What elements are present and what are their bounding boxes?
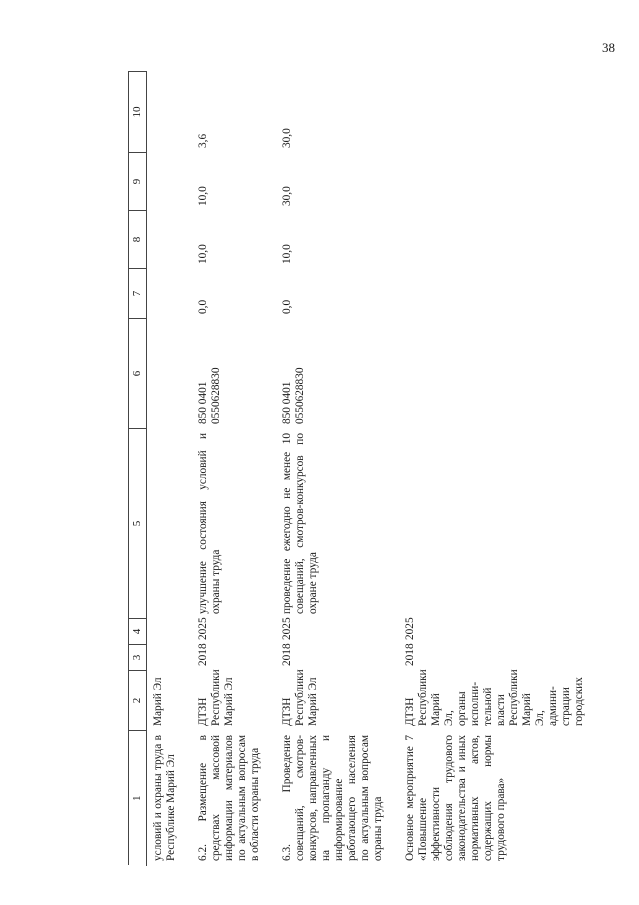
value-col-8: 10,0 [197, 244, 209, 264]
header-cell: 2 [129, 671, 147, 731]
table-row [147, 72, 193, 866]
program-table [128, 71, 600, 866]
expected-result [399, 429, 600, 619]
header-cell: 3 [129, 645, 147, 671]
budget-code: 850 0401 0550628830 [281, 367, 306, 424]
end-year: 2025 [197, 617, 209, 640]
value-col-9: 30,0 [281, 186, 293, 206]
start-year: 2018 [197, 643, 209, 666]
header-cell: 10 [129, 72, 147, 153]
measure-name: условий и охраны труда в Республике Марий Эл [152, 735, 177, 861]
expected-result: проведение ежегодно не менее 10 совещаний, смотров-конкурсов по охране труда [281, 433, 319, 614]
value-col-8 [399, 211, 600, 269]
end-year [147, 619, 193, 645]
header-cell: 9 [129, 153, 147, 211]
header-cell: 5 [129, 429, 147, 619]
value-col-10: 3,6 [197, 133, 209, 148]
value-col-7 [399, 269, 600, 319]
page-number: 38 [602, 40, 615, 55]
header-row [129, 72, 147, 866]
header-cell: 7 [129, 269, 147, 319]
executor: ДТЗН Республики Марий Эл [197, 669, 235, 726]
header-cell: 8 [129, 211, 147, 269]
expected-result: улучшение состояния условий и охраны труда [197, 433, 222, 614]
table-row [399, 72, 600, 866]
measure-name: 6.2. Размещение в средствах массовой информации материалов по актуальным вопросам в области охраны труда [197, 735, 261, 861]
table-row [276, 72, 399, 866]
budget-code [147, 319, 193, 429]
value-col-9 [399, 153, 600, 211]
value-col-9 [147, 153, 193, 211]
executor: Марий Эл [152, 677, 164, 726]
header-cell: 4 [129, 619, 147, 645]
start-year [147, 645, 193, 671]
value-col-10 [147, 72, 193, 153]
value-col-7: 0,0 [281, 299, 293, 314]
start-year: 2018 [404, 643, 416, 666]
value-col-8: 10,0 [281, 244, 293, 264]
value-col-8 [147, 211, 193, 269]
executor: ДТЗН Республики Марий Эл [281, 669, 319, 726]
budget-code: 850 0401 0550628830 [197, 367, 222, 424]
value-col-7 [147, 269, 193, 319]
executor: ДТЗН Республики Марий Эл, органы исполни-тельной власти Республики Марий Эл, админи-страции городских [404, 669, 585, 726]
header-cell: 6 [129, 319, 147, 429]
value-col-10 [399, 72, 600, 153]
value-col-10: 30,0 [281, 128, 293, 148]
value-col-9: 10,0 [197, 186, 209, 206]
budget-code [399, 319, 600, 429]
table-row [192, 72, 276, 866]
rotated-table-container [128, 72, 613, 866]
expected-result [147, 429, 193, 619]
end-year: 2025 [404, 617, 416, 640]
end-year: 2025 [281, 617, 293, 640]
measure-name: Основное мероприятие 7 «Повышение эффективности соблюдения трудового законодательства и иных нормативных актов, содержащих нормы трудового права» [404, 735, 507, 861]
start-year: 2018 [281, 643, 293, 666]
header-cell: 1 [129, 731, 147, 866]
measure-name: 6.3. Проведение совещаний, смотров-конкурсов, направленных на пропаганду и информирование работающего населения по актуальным вопросам охраны труда [281, 735, 384, 861]
value-col-7: 0,0 [197, 299, 209, 314]
